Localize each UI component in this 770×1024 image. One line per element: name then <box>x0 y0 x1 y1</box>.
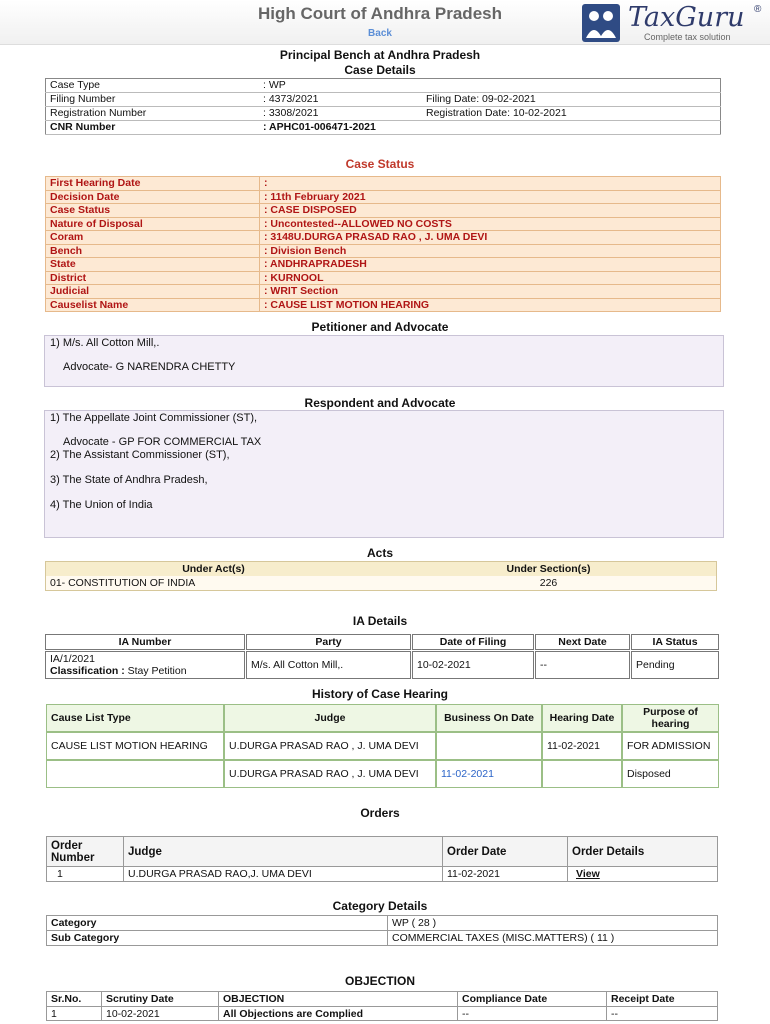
objection-cell: All Objections are Complied <box>219 1007 458 1021</box>
history-table <box>46 704 719 788</box>
hearing-date-cell: 11-02-2021 <box>542 732 622 760</box>
label: Coram <box>46 231 260 245</box>
party-cell: M/s. All Cotton Mill,. <box>246 651 411 679</box>
header-cell: Judge <box>124 837 443 867</box>
page-header <box>0 0 770 45</box>
table-row <box>46 204 721 218</box>
history-title: History of Case Hearing <box>311 687 449 701</box>
next-date-cell: -- <box>535 651 630 679</box>
case-details-title: Case Details <box>344 63 416 77</box>
header-cell: Date of Filing <box>412 634 534 650</box>
case-status-title: Case Status <box>345 157 415 171</box>
table-row <box>46 285 721 299</box>
subcategory-value: COMMERCIAL TAXES (MISC.MATTERS) ( 11 ) <box>388 931 718 946</box>
objection-title: OBJECTION <box>344 974 415 988</box>
header-cell: Business On Date <box>436 704 542 732</box>
ia-title: IA Details <box>352 614 408 628</box>
label: Causelist Name <box>46 298 260 312</box>
value: : 3148U.DURGA PRASAD RAO , J. UMA DEVI <box>260 231 721 245</box>
value: : 3308/2021 <box>259 107 422 121</box>
value: : <box>260 177 721 191</box>
ia-number: IA/1/2021 <box>50 653 95 665</box>
header-cell: Purpose of hearing <box>622 704 719 732</box>
label: Case Type <box>46 79 260 93</box>
header-cell: Under Act(s) <box>46 562 382 577</box>
table-row <box>46 121 721 135</box>
business-date-link[interactable]: 11-02-2021 <box>436 760 542 788</box>
extra: Filing Date: 09-02-2021 <box>422 93 721 107</box>
respondent-box <box>44 410 724 538</box>
table-row <box>46 107 721 121</box>
case-status-table <box>45 176 721 312</box>
acts-title: Acts <box>366 546 393 560</box>
value: : APHC01-006471-2021 <box>259 121 422 135</box>
order-date-cell: 11-02-2021 <box>443 867 568 882</box>
back-link[interactable]: Back <box>368 28 392 39</box>
compliance-date-cell: -- <box>458 1007 607 1021</box>
orders-table <box>46 836 718 882</box>
table-row <box>46 190 721 204</box>
value: : Division Bench <box>260 244 721 258</box>
category-title: Category Details <box>332 899 428 913</box>
table-row <box>45 651 719 679</box>
table-row <box>46 217 721 231</box>
acts-table <box>45 561 717 591</box>
act-cell: 01- CONSTITUTION OF INDIA <box>46 576 382 591</box>
value: : CAUSE LIST MOTION HEARING <box>260 298 721 312</box>
order-number-cell: 1 <box>47 867 124 882</box>
header-cell: Order Date <box>443 837 568 867</box>
subcategory-label: Sub Category <box>47 931 388 946</box>
label: Filing Number <box>46 93 260 107</box>
respondent-2: 2) The Assistant Commissioner (ST), <box>50 449 230 461</box>
respondent-advocate: Advocate - GP FOR COMMERCIAL TAX <box>63 436 262 448</box>
value: : WRIT Section <box>260 285 721 299</box>
header-cell: Hearing Date <box>542 704 622 732</box>
logo-tagline: Complete tax solution <box>644 32 731 42</box>
table-row <box>46 576 717 591</box>
table-row <box>46 271 721 285</box>
header-cell: IA Status <box>631 634 719 650</box>
table-row <box>46 258 721 272</box>
objection-table <box>46 991 718 1021</box>
table-row <box>47 1007 718 1021</box>
header-cell: Judge <box>224 704 436 732</box>
order-details-cell <box>568 867 718 882</box>
view-order-link[interactable]: View <box>576 868 600 880</box>
petitioner-name: 1) M/s. All Cotton Mill,. <box>50 337 160 349</box>
header-cell: Cause List Type <box>46 704 224 732</box>
extra <box>422 79 721 93</box>
ia-status-cell: Pending <box>631 651 719 679</box>
registered-mark: ® <box>754 4 762 15</box>
case-details-table <box>45 78 721 135</box>
taxguru-logo <box>582 2 768 44</box>
classification-label: Classification : <box>50 665 125 677</box>
court-title: High Court of Andhra Pradesh <box>258 4 502 23</box>
label: Case Status <box>46 204 260 218</box>
purpose-cell: Disposed <box>622 760 719 788</box>
label: Nature of Disposal <box>46 217 260 231</box>
label: CNR Number <box>46 121 260 135</box>
table-row <box>46 244 721 258</box>
purpose-cell: FOR ADMISSION <box>622 732 719 760</box>
category-label: Category <box>47 916 388 931</box>
judge-cell: U.DURGA PRASAD RAO , J. UMA DEVI <box>224 732 436 760</box>
order-judge-cell: U.DURGA PRASAD RAO,J. UMA DEVI <box>124 867 443 882</box>
header-cell: Scrutiny Date <box>102 992 219 1007</box>
header-cell: Under Section(s) <box>381 562 717 577</box>
label: Judicial <box>46 285 260 299</box>
filing-date-cell: 10-02-2021 <box>412 651 534 679</box>
business-date-cell <box>436 732 542 760</box>
header-cell: Compliance Date <box>458 992 607 1007</box>
judge-cell: U.DURGA PRASAD RAO , J. UMA DEVI <box>224 760 436 788</box>
header-cell: Order Number <box>47 837 124 867</box>
value: : ANDHRAPRADESH <box>260 258 721 272</box>
table-row <box>47 867 718 882</box>
classification-value: Stay Petition <box>124 665 187 677</box>
category-value: WP ( 28 ) <box>388 916 718 931</box>
scrutiny-date-cell: 10-02-2021 <box>102 1007 219 1021</box>
table-row <box>45 634 719 650</box>
label: Bench <box>46 244 260 258</box>
orders-title: Orders <box>360 806 400 820</box>
petitioner-advocate: Advocate- G NARENDRA CHETTY <box>63 361 236 373</box>
section-cell: 226 <box>381 576 717 591</box>
ia-number-cell <box>45 651 245 679</box>
bench-title: Principal Bench at Andhra Pradesh <box>279 48 481 62</box>
receipt-date-cell: -- <box>607 1007 718 1021</box>
sr-cell: 1 <box>47 1007 102 1021</box>
table-row <box>47 837 718 867</box>
value: : 4373/2021 <box>259 93 422 107</box>
label: Registration Number <box>46 107 260 121</box>
table-row <box>47 931 718 946</box>
petitioner-title: Petitioner and Advocate <box>311 320 449 334</box>
table-row <box>46 93 721 107</box>
logo-wordmark: TaxGuru <box>628 2 745 33</box>
label: State <box>46 258 260 272</box>
category-table <box>46 915 718 946</box>
hearing-date-cell <box>542 760 622 788</box>
respondent-1: 1) The Appellate Joint Commissioner (ST), <box>50 412 258 424</box>
respondent-title: Respondent and Advocate <box>304 396 456 410</box>
respondent-4: 4) The Union of India <box>50 499 153 511</box>
table-row <box>46 79 721 93</box>
table-row <box>47 916 718 931</box>
respondent-3: 3) The State of Andhra Pradesh, <box>50 474 208 486</box>
table-row <box>46 704 719 732</box>
table-row <box>47 992 718 1007</box>
value: : KURNOOL <box>260 271 721 285</box>
cause-list-cell <box>46 760 224 788</box>
value: : WP <box>259 79 422 93</box>
ia-table <box>44 633 720 680</box>
logo-people-icon <box>582 4 620 42</box>
header-cell: OBJECTION <box>219 992 458 1007</box>
value: : 11th February 2021 <box>260 190 721 204</box>
header-cell: Order Details <box>568 837 718 867</box>
value: : CASE DISPOSED <box>260 204 721 218</box>
header-cell: Sr.No. <box>47 992 102 1007</box>
table-row <box>46 732 719 760</box>
header-cell: IA Number <box>45 634 245 650</box>
label: District <box>46 271 260 285</box>
table-row <box>46 177 721 191</box>
table-row <box>46 760 719 788</box>
header-cell: Receipt Date <box>607 992 718 1007</box>
label: First Hearing Date <box>46 177 260 191</box>
table-row <box>46 298 721 312</box>
extra <box>422 121 721 135</box>
header-cell: Next Date <box>535 634 630 650</box>
petitioner-box <box>44 335 724 387</box>
value: : Uncontested--ALLOWED NO COSTS <box>260 217 721 231</box>
label: Decision Date <box>46 190 260 204</box>
header-cell: Party <box>246 634 411 650</box>
table-row <box>46 562 717 577</box>
cause-list-cell: CAUSE LIST MOTION HEARING <box>46 732 224 760</box>
table-row <box>46 231 721 245</box>
extra: Registration Date: 10-02-2021 <box>422 107 721 121</box>
